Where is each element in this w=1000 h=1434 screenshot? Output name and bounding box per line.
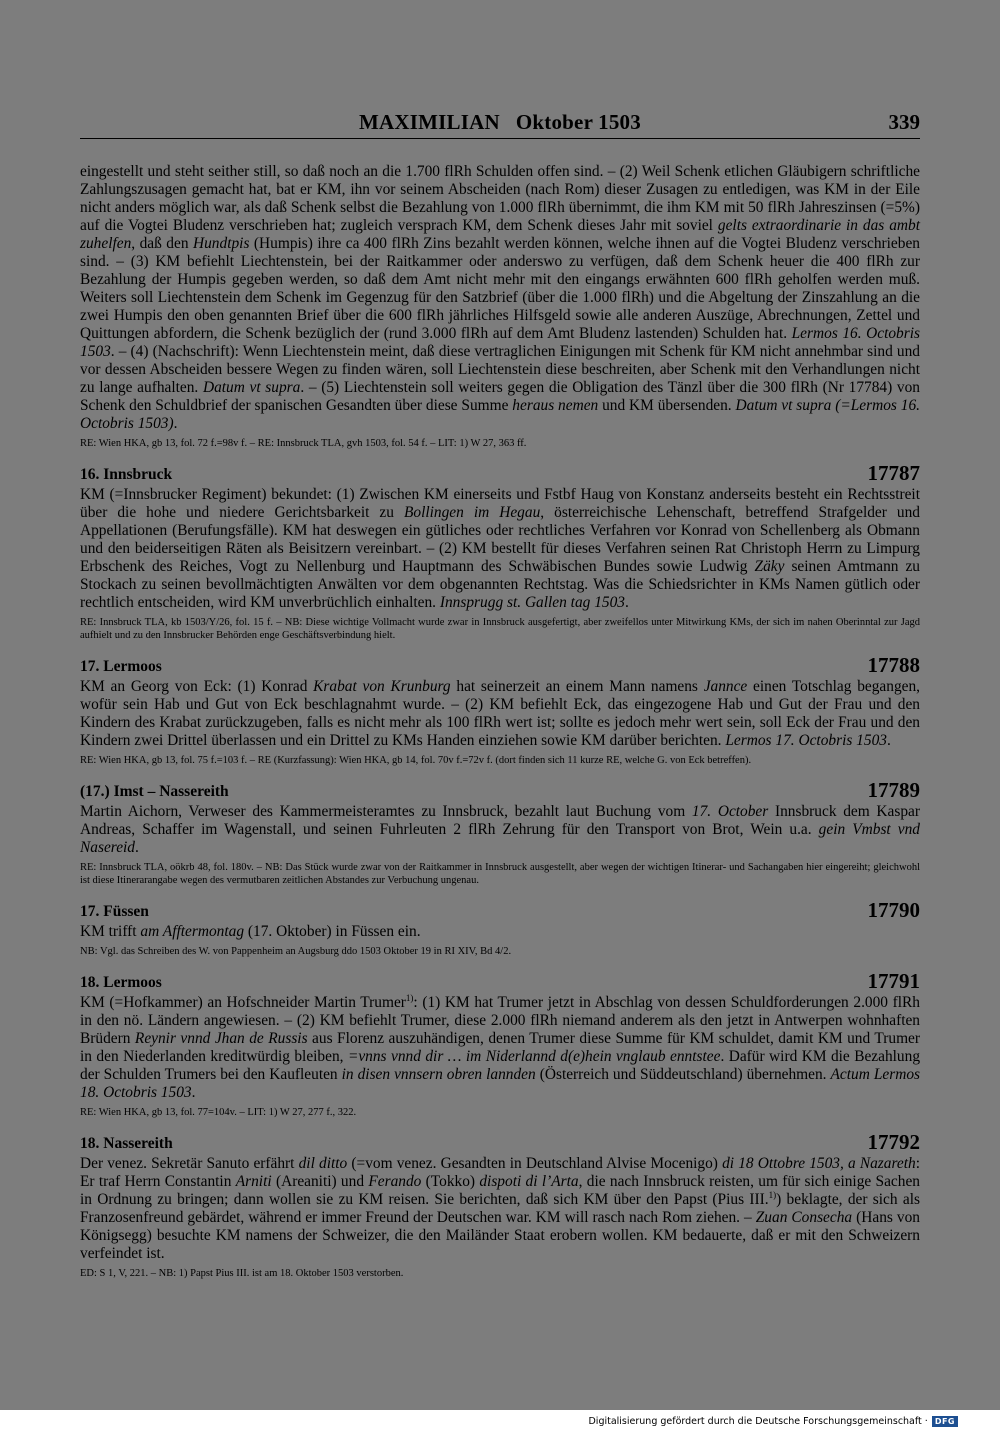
text-run: eingestellt und steht seither still, so daß noch an die 1.700 flRh Schulden offen sind. – (2) Weil Schenk etlichen Gläubigern schriftliche Zahlungszusagen gemacht hat, bat er KM, ihn vor seinem Abscheiden (nach Rom) dieser Zusagen zu entledigen, was KM in der Eile nicht anders möglich war, als daß Schenk selbst die Bezahlung von 1.000 flRh übernimmt, die ihm KM mit 50 flRh Jahreszinsen (=5%) auf die Vogtei Bludenz verschrieben hat; zugleich versprach KM, dem Schenk dieses Jahr mit soviel (80, 163, 920, 234)
regest-entry (80, 1130, 920, 1280)
text-run: . (191, 1084, 196, 1101)
regest-entry (80, 653, 921, 767)
entry-place: 16. Innsbruck (80, 466, 173, 483)
text-run: , daß den (131, 235, 193, 252)
text-run: . (173, 415, 178, 432)
italic-text: Lermos 16. Octobris 1503 (80, 325, 920, 360)
text-run: , die nach Innsbruck reisten, um für sich einige Sachen in Ordnung zu bringen; dann wollen sie zu KM reisen. Sie berichten, daß sich KM über den Papst (Pius III. (80, 1173, 920, 1208)
italic-text: Bollingen im Hegau (403, 504, 541, 521)
text-run: einen Totschlag begangen, wofür sein Hab und Gut von Eck beschlagnahmt wurde. – (2) KM befiehlt Eck, das eingezogene Hab und Gut der Frau und den Kindern des Krabat zurückzugeben, falls es nicht mehr als 100 flRh wert ist; sollte es jedoch mehr wert sein, soll Eck der Frau und den Kindern zwei Drittel überlassen und ein Drittel zu KMs Handen einziehen sowie KM darüber berichten. (80, 678, 921, 749)
entry-place: 17. Lermoos (80, 658, 162, 675)
entry-place: 17. Füssen (80, 903, 149, 920)
text-run: hat seinerzeit an einem Mann namens (450, 678, 704, 695)
intro-continuation (80, 163, 920, 450)
entry-header (80, 1130, 920, 1155)
entry-text (80, 678, 920, 750)
text-run: KM an Georg von Eck: (1) Konrad (80, 678, 314, 695)
entry-place: 18. Lermoos (80, 974, 162, 991)
italic-text: Arniti (235, 1173, 272, 1190)
entry-text (80, 994, 920, 1102)
entry-note: RE: Innsbruck TLA, oökrb 48, fol. 180v. – NB: Das Stück wurde zwar von der Raitkammer in Innsbruck ausgestellt, aber wegen der wichtigen Itinerar- und Sachangaben hier eingereiht; gleichwohl ist diese Itinerarangabe wegen des vermutbaren zeitlichen Abstandes zur Verbuchung ungenau. (80, 862, 920, 886)
text-run: . Dafür wird KM die Bezahlung der Schulden Trumers bei den Kaufleuten (80, 1048, 921, 1083)
regest-entry (80, 778, 920, 887)
italic-text: Zuan Consecha (755, 1209, 853, 1226)
italic-text: Zäky (754, 558, 785, 575)
italic-text: Reynir vnnd Jhan de Russis (134, 1030, 308, 1047)
header-title-date: Oktober 1503 (515, 110, 641, 134)
entry-text (80, 1155, 920, 1263)
italic-text: 17. October (691, 803, 769, 820)
entry-note: RE: Wien HKA, gb 13, fol. 75 f.=103 f. – RE (Kurzfassung): Wien HKA, gb 14, fol. 70v f.=72v f. (dort finden sich 11 kurze RE, welche G. von Eck betreffen). (80, 755, 752, 766)
text-run: : (1) KM hat Trumer jetzt in Abschlag von dessen Schuldforderungen 2.000 flRh in den nö. Ländern angewiesen. – (2) KM befiehlt Trumer, diese 2.000 flRh niemand anderem als den jetzt in Antwerpen wohnhaften Brüdern (80, 994, 920, 1047)
text-run: KM (=Innsbrucker Regiment) bekundet: (1) Zwischen KM einerseits und Fstbf Haug von Konstanz anderseits besteht ein Rechtsstreit über die hohe und niedere Gerichtsbarkeit zu (80, 486, 920, 521)
text-run: . – (5) Liechtenstein soll weiters gegen die Obligation des Tänzl über die 300 flRh (Nr 17784) von Schenk den Schuldbrief der spanischen Gesandten über diese Summe (80, 379, 920, 414)
italic-text: Jannce (703, 678, 748, 695)
header-title (80, 110, 920, 135)
text-run: Martin Aichorn, Verweser des Kammermeisteramtes zu Innsbruck, bezahlt laut Buchung vom (80, 803, 692, 820)
header-title-name: MAXIMILIAN (359, 110, 500, 134)
italic-text: Innsprugg st. Gallen tag 1503 (439, 594, 625, 611)
text-run: . – (4) (Nachschrift): Wenn Liechtenstein meint, daß diese vertraglichen Einigungen mit Schenk für KM nicht annehmbar sind und vor dessen Abscheiden bessere Wegen zu finden wären, soll Liechtenstein diese beschreiten, aber Schenk mit den Verhandlungen nicht zu lange aufhalten. (80, 343, 920, 396)
regest-entry (80, 461, 920, 642)
dfg-logo-icon: DFG (932, 1416, 958, 1427)
italic-text: heraus nemen (512, 397, 599, 414)
italic-text: Krabat von Krunburg (313, 678, 451, 695)
entry-header (80, 778, 920, 803)
entry-header (80, 461, 920, 486)
italic-text: Datum vt supra (=Lermos 16. Octobris 1503) (80, 397, 920, 432)
text-run: (Tokko) (421, 1173, 480, 1190)
document-body (80, 163, 920, 1280)
text-run: KM (=Hofkammer) an Hofschneider Martin Trumer (80, 994, 406, 1011)
entry-note: RE: Innsbruck TLA, kb 1503/Y/26, fol. 15 f. – NB: Diese wichtige Vollmacht wurde zwar in Innsbruck ausgefertigt, aber zweifellos unter Mitwirkung KMs, der sich im nahen Oberinntal zur Jagd aufhielt und zu den Innsbrucker Behörden enge Geschäftsverbindung hielt. (80, 617, 920, 641)
italic-text: in disen vnnsern obren lannden (341, 1066, 536, 1083)
text-run: KM trifft (80, 923, 141, 940)
intro-paragraph (80, 163, 920, 433)
entry-place: 18. Nassereith (80, 1135, 173, 1152)
entry-header (80, 653, 920, 678)
entry-text (80, 923, 920, 941)
entry-place: (17.) Imst – Nassereith (80, 783, 229, 800)
entry-header (80, 969, 920, 994)
italic-text: Lermos 17. Octobris 1503 (725, 732, 887, 749)
text-run: seinen Amtmann zu Stockach zu seinen bevollmächtigten Anwälten vor dem obgenannten Rechtstag. Was die Schiedsrichter in KMs Namen gütlich oder rechtlich entscheiden, wird KM unverbrüchlich einhalten. (80, 558, 920, 611)
entry-note: ED: S 1, V, 221. – NB: 1) Papst Pius III. ist am 18. Oktober 1503 verstorben. (80, 1268, 404, 1279)
entry-number: 17789 (867, 778, 920, 802)
italic-text: Actum Lermos 18. Octobris 1503 (80, 1066, 921, 1101)
text-run: (Humpis) ihre ca 400 flRh Zins bezahlt werden können, welche ihnen auf die Vogtei Bludenz verschrieben sind. – (3) KM befiehlt Liechtenstein, bei der Raitkammer oder anderswo zu verfügen, daß dem Schenk heuer die 400 flRh zur Bezahlung der Humpis gegeben werden, so daß dem Amt nicht mehr mit den eingangs erwähnten 600 flRh geholfen werden muß. Weiters soll Liechtenstein dem Schenk im Gegenzug für den Satzbrief (über die 1.000 flRh) und die Abgeltung der Zinszahlung an die zwei Humpis den oben genannten Brief über die 600 flRh jährliches Hilfsgeld sowie alle anderen Auszüge, Abrechnungen, Zettel und Quittungen abfordern, die Schenk bezüglich der (rund 3.000 flRh auf dem Amt Bludenz lastenden) Schulden hat. (80, 235, 920, 342)
text-run: Der venez. Sekretär Sanuto erfährt (80, 1155, 299, 1172)
text-run: . (624, 594, 629, 611)
regest-entry (80, 898, 920, 958)
page-number: 339 (888, 110, 920, 134)
italic-text: gein Vmbst vnd Nasereid (80, 821, 920, 856)
text-run: und KM übersenden. (598, 397, 736, 414)
entry-number: 17787 (867, 461, 920, 485)
entry-text (80, 803, 920, 857)
footnote-marker: 1) (768, 1189, 777, 1200)
text-run: Innsbruck dem Kaspar Andreas, Schaffer im Wagenstall, und seinen Fuhrleuten 2 flRh Zehrung für den Transport von Brot, Wein u.a. (80, 803, 920, 838)
entry-number: 17790 (867, 898, 920, 922)
text-run: (Hans von Königsegg) besuchte KM namens der Schweizer, die den Mailänder Staat erobern wollen. KM bedauerte, daß er mit den Schweizern verfeindet ist. (80, 1209, 920, 1262)
entry-number: 17791 (867, 969, 920, 993)
text-run: (Areaniti) und (271, 1173, 369, 1190)
text-run: (=vom venez. Gesandten in Deutschland Alvise Mocenigo) (347, 1155, 723, 1172)
text-run: , österreichische Lehenschaft, betreffend Strafgelder und Appellationen (Berufungsfälle). KM hat deswegen ein gütliches oder rechtliches Verfahren vor Konrad von Schellenberg als Obmann und den beiderseitigen Räten als Beisitzern vereinbart. – (2) KM bestellt für dieses Verfahren seinen Rat Christoph Herrn zu Limpurg Erbschenk des Reiches, Vogt zu Nellenburg und Hauptmann des Schwäbischen Bundes sowie Ludwig (80, 504, 920, 575)
entry-note: NB: Vgl. das Schreiben des W. von Pappenheim an Augsburg ddo 1503 Oktober 19 in RI XIV, Bd 4/2. (80, 946, 512, 957)
italic-text: dil ditto (298, 1155, 348, 1172)
page-content (80, 104, 920, 1280)
footer-text: Digitalisierung gefördert durch die Deutsche Forschungsgemeinschaft · (588, 1416, 928, 1427)
regest-entry (80, 969, 921, 1119)
text-run: ) beklagte, der sich als Franzosenfreund gebärdet, während er immer Freund der Deutschen war. KM will rasch nach Rom ziehen. – (80, 1191, 920, 1226)
text-run: (Österreich und Süddeutschland) übernehmen. (535, 1066, 831, 1083)
italic-text: Datum vt supra (202, 379, 301, 396)
italic-text: =vnns vnnd dir … im Niderlannd d(e)hein vnglaub enntstee (347, 1048, 721, 1065)
entry-text (80, 486, 920, 612)
italic-text: dispoti di l’Arta (479, 1173, 579, 1190)
italic-text: di 18 Ottobre 1503, a Nazareth (722, 1155, 916, 1172)
text-run: . (135, 839, 139, 856)
text-run: aus Florenz auszuhändigen, denen Trumer diese Summe für KM schuldet, damit KM und Trumer in den Niederlanden kreditwürdig bleiben, (80, 1030, 921, 1065)
italic-text: am Afftermontag (140, 923, 245, 940)
running-header (80, 104, 920, 139)
entry-header (80, 898, 920, 923)
text-run: : Er traf Herrn Constantin (80, 1155, 920, 1190)
footnote-marker: 1) (405, 992, 414, 1003)
intro-note: RE: Wien HKA, gb 13, fol. 72 f.=98v f. – RE: Innsbruck TLA, gvh 1503, fol. 54 f. – LIT: 1) W 27, 363 ff. (80, 438, 527, 449)
entry-number: 17788 (867, 653, 920, 677)
text-run: . (886, 732, 891, 749)
entries-list (80, 461, 921, 1280)
italic-text: Hundtpis (193, 235, 250, 252)
text-run: (17. Oktober) in Füssen ein. (244, 923, 421, 940)
italic-text: gelts extraordinarie in das ambt zuhelfen (80, 217, 920, 252)
entry-note: RE: Wien HKA, gb 13, fol. 77=104v. – LIT: 1) W 27, 277 f., 322. (80, 1107, 357, 1118)
italic-text: Ferando (368, 1173, 422, 1190)
footer-credit (588, 1416, 958, 1427)
entry-number: 17792 (867, 1130, 920, 1154)
